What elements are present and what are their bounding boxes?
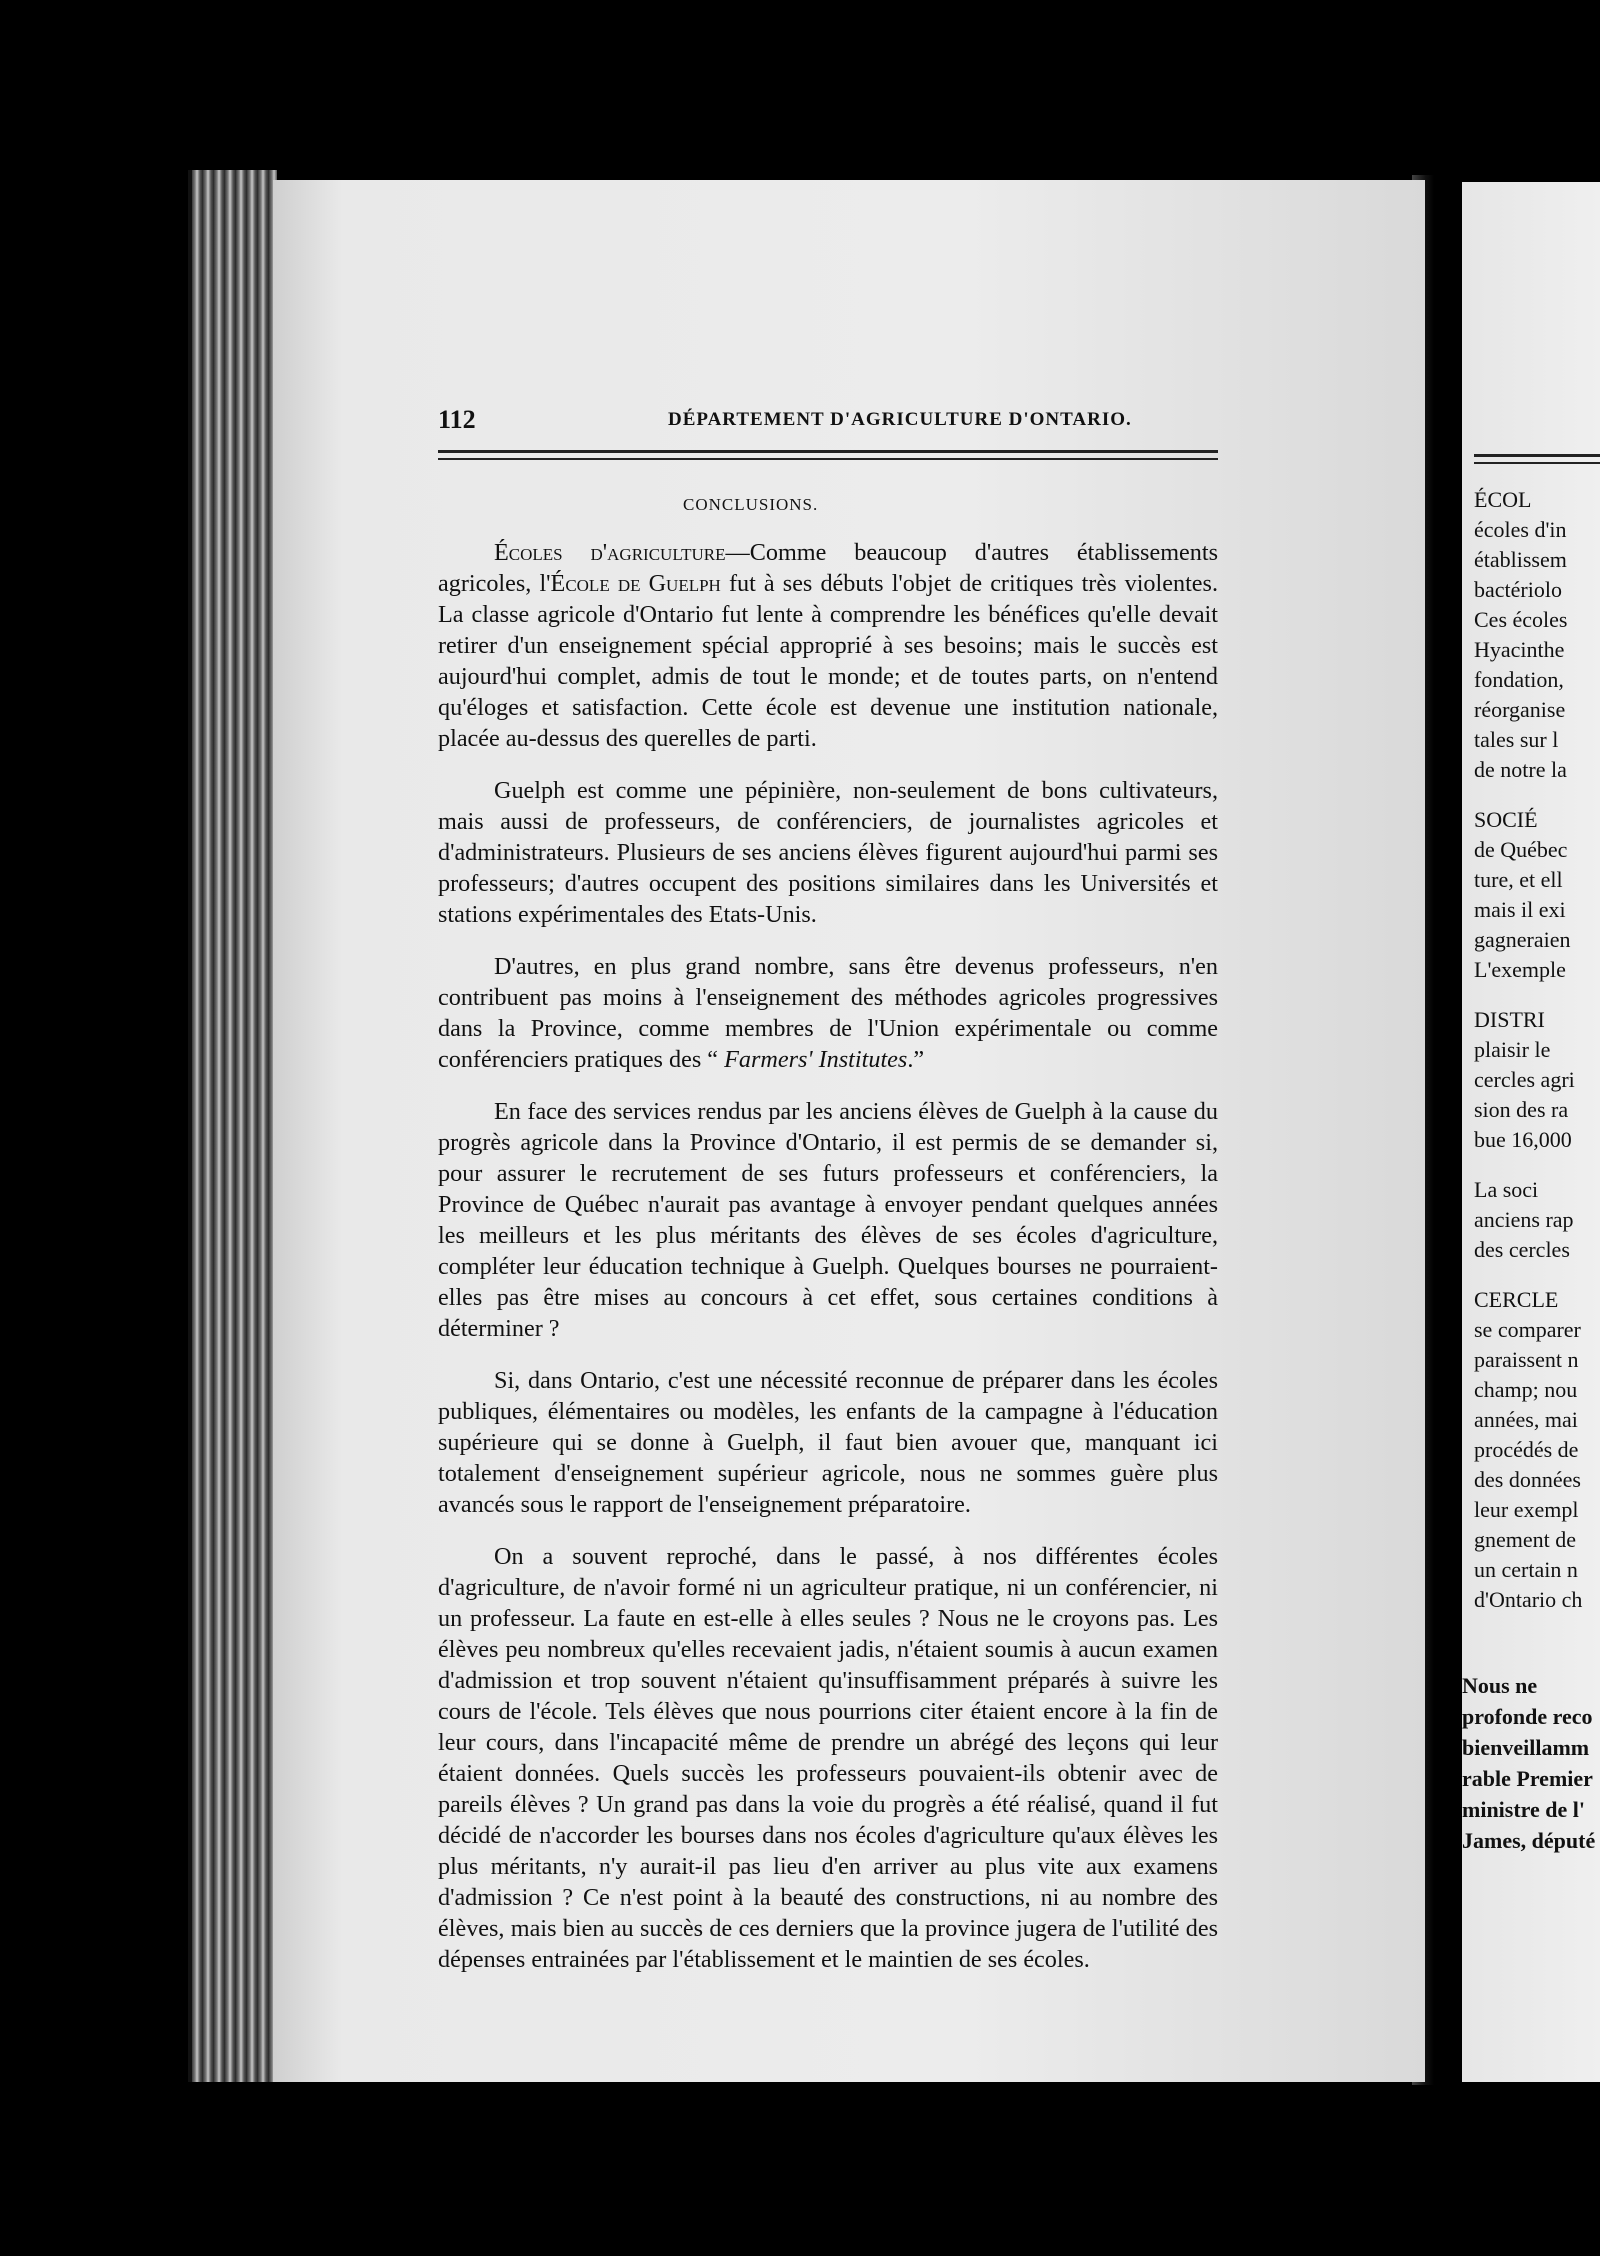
next-page-line: gagneraien (1474, 927, 1571, 952)
paragraph-lead: École de Guelph (550, 570, 721, 597)
paragraph-5: Si, dans Ontario, c'est une nécessité reconnue de préparer dans les écoles publiques, élémentaires ou modèles, les enfants de la campagne à l'éducation supérieure qui se donne à Guelph, il faut bien avouer que, manquant ici totalement d'enseignement supérieur agricole, nous ne sommes guère plus avancés sous le rapport de l'enseignement préparatoire. (438, 1367, 1218, 1518)
paragraph-italic: Farmers' Institutes (724, 1046, 908, 1073)
next-page-bottom (1462, 1670, 1600, 1856)
next-page-group (1474, 485, 1600, 785)
next-page-line: anciens rap (1474, 1207, 1574, 1232)
next-page-rule (1474, 454, 1600, 457)
page-header (438, 405, 1213, 439)
running-title: DÉPARTEMENT D'AGRICULTURE D'ONTARIO. (668, 409, 1132, 430)
next-page-line: sion des ra (1474, 1097, 1569, 1122)
book-gutter-edges (188, 170, 277, 2082)
page-number: 112 (438, 405, 476, 434)
next-page-group (1474, 805, 1600, 985)
next-page-line: DISTRI (1474, 1007, 1545, 1032)
next-page-line: procédés de (1474, 1437, 1579, 1462)
next-page-line: ministre de l' (1462, 1797, 1586, 1822)
next-page-line: bactériolo (1474, 577, 1562, 602)
paragraph-1 (438, 537, 1218, 754)
next-page-group (1474, 1285, 1600, 1615)
next-page-text (1474, 485, 1600, 1615)
next-page-line: SOCIÉ (1474, 807, 1538, 832)
next-page-line: de notre la (1474, 757, 1567, 782)
header-rule-thin (438, 458, 1218, 460)
next-page-line: plaisir le (1474, 1037, 1551, 1062)
next-page-line: établissem (1474, 547, 1567, 572)
next-page-line: James, député (1462, 1828, 1596, 1853)
paragraph-4: En face des services rendus par les anciens élèves de Guelph à la cause du progrès agricole dans la Province d'Ontario, il est permis de se demander si, pour assurer le recrutement de ses futurs professeurs et conférenciers, la Province de Québec n'aurait pas avantage à envoyer pendant quelques années les meilleurs et les plus méritants des élèves de ses écoles d'agriculture, compléter leur éducation technique à Guelph. Quelques bourses ne pourraient-elles pas être mises au concours à cet effet, sous certaines conditions à déterminer ? (438, 1098, 1218, 1342)
next-page-line: années, mai (1474, 1407, 1578, 1432)
paragraph-2: Guelph est comme une pépinière, non-seulement de bons cultivateurs, mais aussi de professeurs, de conférenciers, de journalistes agricoles et d'administrateurs. Plusieurs de ses anciens élèves figurent aujourd'hui parmi ses professeurs; d'autres occupent des positions similaires dans les Universités et stations expérimentales des Etats-Unis. (438, 777, 1218, 928)
next-page-line: bienveillamm (1462, 1735, 1590, 1760)
paragraph-3 (438, 951, 1218, 1075)
next-page-line: un certain n (1474, 1557, 1578, 1582)
next-page-line: ture, et ell (1474, 867, 1563, 892)
next-page-line: champ; nou (1474, 1377, 1578, 1402)
next-page-rule-thin (1474, 462, 1600, 464)
section-title: CONCLUSIONS. (683, 495, 819, 514)
body-text (438, 537, 1218, 1996)
right-page-fragment (1462, 182, 1600, 2082)
next-page-line: ÉCOL (1474, 487, 1532, 512)
next-page-line: des cercles (1474, 1237, 1570, 1262)
next-page-line: des données (1474, 1467, 1581, 1492)
next-page-line: Hyacinthe (1474, 637, 1565, 662)
next-page-line: La soci (1474, 1177, 1539, 1202)
next-page-line: CERCLE (1474, 1287, 1559, 1312)
paragraph-text: .” (907, 1046, 925, 1073)
next-page-line: d'Ontario ch (1474, 1587, 1583, 1612)
paragraph-lead: Écoles d'agriculture (494, 539, 726, 566)
header-rule-thick (438, 450, 1218, 453)
next-page-line: écoles d'in (1474, 517, 1567, 542)
next-page-line: cercles agri (1474, 1067, 1575, 1092)
paragraph-text: fut à ses débuts l'objet de critiques très violentes. La classe agricole d'Ontario fut lente à comprendre les bénéfices qu'elle devait retirer d'un enseignement spécial approprié à ses besoins; mais le succès est aujourd'hui complet, admis de tout le monde; et de toutes parts, on n'entend qu'éloges et satisfaction. Cette école est devenue une institution nationale, placée au-dessus des querelles de parti. (438, 570, 1218, 752)
left-page (273, 180, 1425, 2082)
paragraph-6: On a souvent reproché, dans le passé, à nos différentes écoles d'agriculture, de n'avoir formé ni un agriculteur pratique, ni un conférencier, ni un professeur. La faute en est-elle à elles seules ? Nous ne le croyons pas. Les élèves peu nombreux qu'elles recevaient jadis, n'étaient soumis à aucun examen d'admission et trop souvent n'étaient qu'insuffisamment préparés à suivre les cours de l'école. Tels élèves que nous pourrions citer étaient encore à la fin de leur cours, dans l'incapacité même de prendre un abrégé des leçons qui leur étaient données. Quels succès les professeurs pouvaient-ils obtenir avec de pareils élèves ? Un grand pas dans la voie du progrès a été réalisé, quand il fut décidé de n'accorder les bourses dans nos écoles d'agriculture qu'aux élèves les plus méritants, n'y aurait-il pas lieu d'en arriver au plus vite aux examens d'admission ? Ce n'est point à la beauté des constructions, ni au nombre des élèves, mais bien au succès de ces derniers que la province jugera de l'utilité des dépenses entrainées par l'établissement et le maintien de ses écoles. (438, 1543, 1218, 1973)
next-page-group (1474, 1005, 1600, 1155)
next-page-line: leur exempl (1474, 1497, 1579, 1522)
next-page-line: L'exemple (1474, 957, 1566, 982)
next-page-line: bue 16,000 (1474, 1127, 1572, 1152)
next-page-group (1474, 1175, 1600, 1265)
next-page-line: profonde reco (1462, 1704, 1593, 1729)
next-page-line: tales sur l (1474, 727, 1559, 752)
next-page-line: rable Premier (1462, 1766, 1593, 1791)
next-page-line: mais il exi (1474, 897, 1566, 922)
next-page-line: réorganise (1474, 697, 1566, 722)
paragraph-text: —Comme beaucoup d'autres établissements agricoles, l' (438, 539, 1218, 597)
next-page-line: fondation, (1474, 667, 1564, 692)
next-page-line: paraissent n (1474, 1347, 1579, 1372)
next-page-line: Nous ne (1462, 1673, 1538, 1698)
next-page-line: gnement de (1474, 1527, 1577, 1552)
next-page-line: de Québec (1474, 837, 1568, 862)
next-page-line: se comparer (1474, 1317, 1581, 1342)
paragraph-text: D'autres, en plus grand nombre, sans être devenus professeurs, n'en contribuent pas moins à l'enseignement des méthodes agricoles progressives dans la Province, comme membres de l'Union expérimentale ou comme conférenciers pratiques des “ (438, 953, 1218, 1073)
next-page-line: Ces écoles (1474, 607, 1568, 632)
